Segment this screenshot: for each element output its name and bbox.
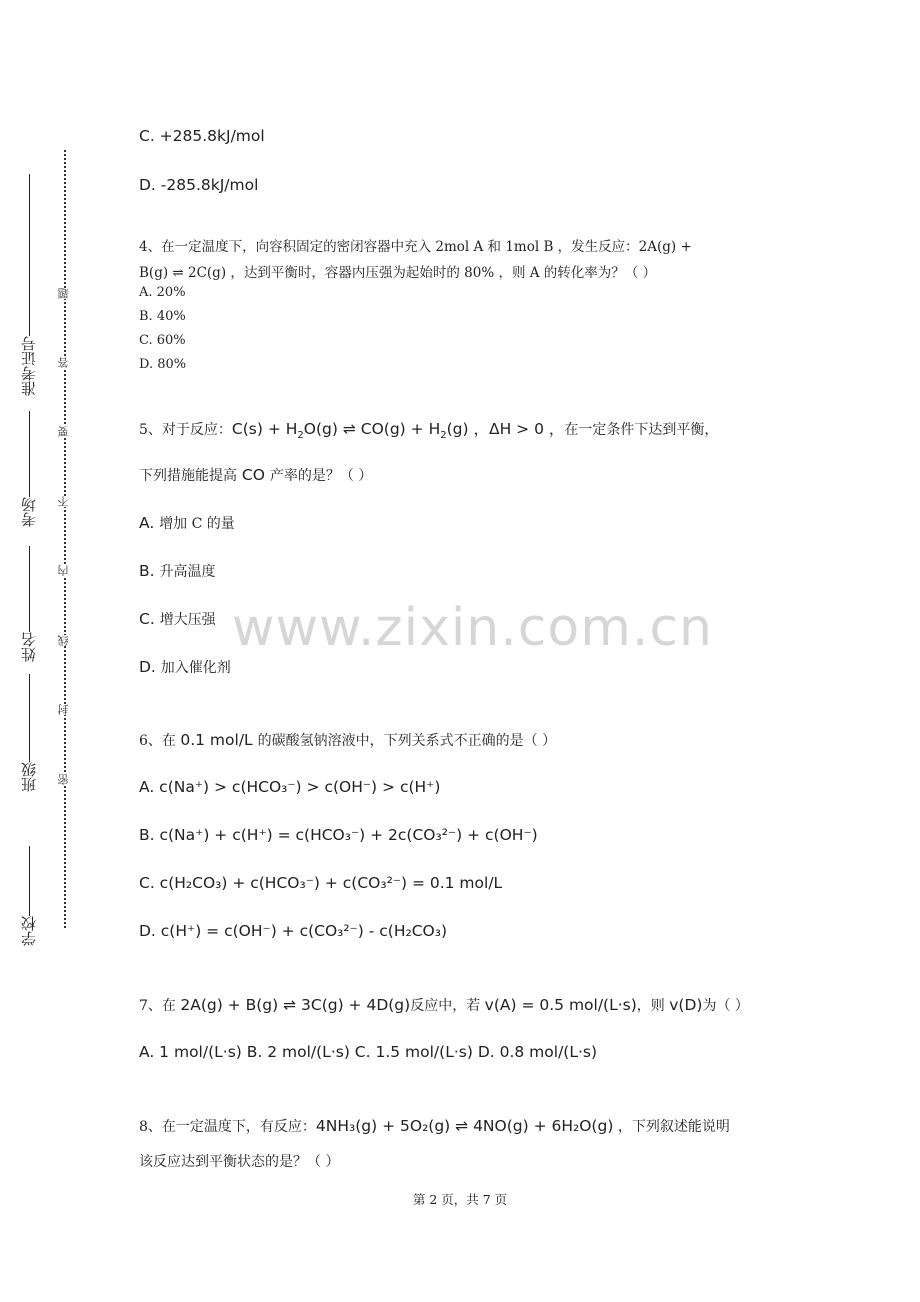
q5-option-a: A. 增加 C 的量 — [139, 514, 235, 532]
q6-option-d: D. c(H⁺) = c(OH⁻) + c(CO₃²⁻) - c(H₂CO₃) — [139, 922, 447, 940]
q6-option-b: B. c(Na⁺) + c(H⁺) = c(HCO₃⁻) + 2c(CO₃²⁻) + c(OH⁻) — [139, 826, 538, 844]
seal-char: 答 — [57, 357, 70, 368]
seal-char: 密 — [57, 774, 70, 785]
q4-option-c: C. 60% — [139, 333, 186, 348]
q3-option-c: C. +285.8kJ/mol — [139, 127, 265, 145]
q7-options: A. 1 mol/(L·s) B. 2 mol/(L·s) C. 1.5 mol/(L·s) D. 0.8 mol/(L·s) — [139, 1043, 598, 1061]
q4-stem-line2: B(g) ⇌ 2C(g) ，达到平衡时，容器内压强为起始时的 80% ，则 A 的转化率为？（ ） — [139, 265, 657, 281]
field-class: 班级 — [18, 668, 39, 792]
q8-stem-line2: 该反应达到平衡状态的是？（ ） — [139, 1154, 340, 1170]
watermark: www.zixin.com.cn — [232, 598, 713, 658]
seal-char: 封 — [57, 704, 70, 715]
field-school: 学校 — [18, 840, 39, 946]
q4-option-b: B. 40% — [139, 309, 186, 324]
q4-stem-line1: 4、在一定温度下，向容积固定的密闭容器中充入 2mol A 和 1mol B ，发生反应：2A(g) + — [139, 239, 692, 255]
q5-stem-line1: 5、对于反应：$C(s) + H_2O(g)$ ⇌ $CO(g) + H_2(g)$ ，ΔH > 0 ，在一定条件下达到平衡， — [139, 420, 719, 442]
q5-option-d: D. 加入催化剂 — [139, 658, 231, 676]
page-footer: 第 2 页，共 7 页 — [412, 1192, 508, 1207]
q6-stem: 6、在 0.1 mol/L 的碳酸氢钠溶液中，下列关系式不正确的是（ ） — [139, 731, 557, 749]
seal-char: 题 — [57, 288, 70, 299]
seal-char: 内 — [57, 565, 70, 576]
q4-option-d: D. 80% — [139, 357, 187, 372]
q5-option-b: B. 升高温度 — [139, 562, 216, 580]
q3-option-d: D. -285.8kJ/mol — [139, 176, 259, 194]
field-exam-room: 考场 — [18, 405, 39, 527]
q6-option-c: C. c(H₂CO₃) + c(HCO₃⁻) + c(CO₃²⁻) = 0.1 mol/L — [139, 874, 503, 892]
q7-stem: 7、在 2A(g) + B(g) ⇌ 3C(g) + 4D(g)反应中，若 v(A) = 0.5 mol/(L·s)，则 v(D)为（ ） — [139, 996, 749, 1014]
seal-char: 要 — [57, 426, 70, 437]
q5-stem-line2: 下列措施能提高 CO 产率的是？（ ） — [139, 466, 373, 484]
q4-option-a: A. 20% — [139, 285, 186, 300]
q8-stem-line1: 8、在一定温度下，有反应：4NH₃(g) + 5O₂(g) ⇌ 4NO(g) + 6H₂O(g) ，下列叙述能说明 — [139, 1117, 730, 1135]
seal-dotted-line — [64, 150, 66, 928]
q5-option-c: C. 增大压强 — [139, 610, 216, 628]
q6-option-a: A. c(Na⁺) > c(HCO₃⁻) > c(OH⁻) > c(H⁺) — [139, 778, 441, 796]
field-name: 姓名 — [18, 540, 39, 662]
seal-char: 线 — [57, 635, 70, 646]
field-admission-number: 准考证号 — [18, 158, 39, 396]
seal-char: 不 — [57, 496, 70, 507]
